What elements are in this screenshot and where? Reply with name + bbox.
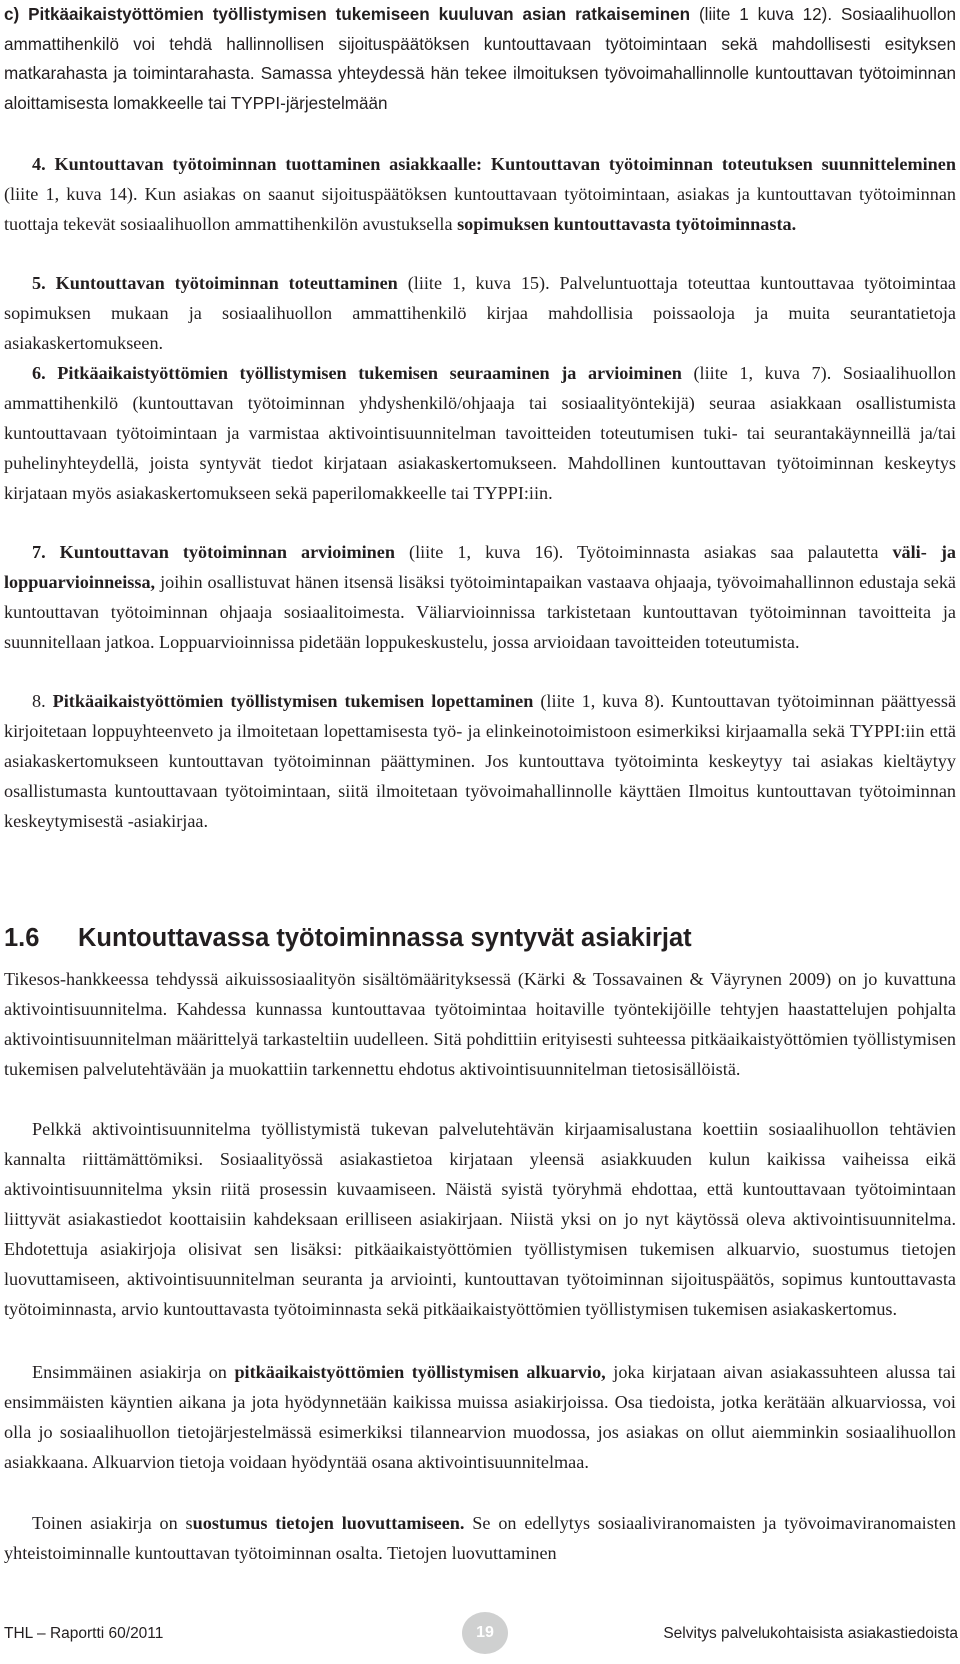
step-5-label: 5. Kuntouttavan työtoiminnan toteuttaminen (32, 273, 398, 293)
step-4-bold-end: sopimuksen kuntouttavasta työtoiminnasta. (457, 214, 797, 234)
step-5-paragraph (4, 268, 956, 358)
step-7-text-b: joihin osallistuvat hänen itsensä lisäksi työtoimintapaikan vastaava ohjaaja, työvoimahallinnon edustaja sekä kuntouttavan työtoiminnan ohjaaja sosiaalitoimesta. Väliarvioinnissa tarkistetaan kuntouttavan työtoiminnan tavoitteita ja suunnitellaan jatkoa. Loppuarvioinnissa pidetään loppukeskustelu, jossa arvioidaan tavoitteiden toteutumista. (4, 572, 956, 652)
page-number-badge: 19 (462, 1612, 508, 1654)
step-7-paragraph (4, 537, 956, 657)
step-c-text: (liite 1 kuva 12). Sosiaalihuollon ammattihenkilö voi tehdä hallinnollisen sijoituspäätöksen kuntouttavaan työtoimintaan sekä mahdollisesti esityksen matkarahasta ja toimintarahasta. Samassa yhteydessä hän tekee ilmoituksen työvoimahallinnolle kuntouttavan työtoiminnan aloittamisesta lomakkeelle tai TYPPI-järjestelmään (4, 5, 956, 113)
page-footer (0, 1612, 960, 1656)
body-paragraph-1: Tikesos-hankkeessa tehdyssä aikuissosiaalityön sisältömäärityksessä (Kärki & Tossavainen & Väyrynen 2009) on jo kuvattuna aktivointisuunnitelma. Kahdessa kunnassa kuntouttavaa työtoimintaa hoitaville työntekijöille tehtyjen haastattelujen pohjalta aktivointisuunnitelman määrittelyä tarkasteltiin uudelleen. Sitä pohdittiin erityisesti suhteessa pitkäaikaistyöttömien työllistymisen tukemisen palvelutehtävään ja muokattiin tarkennettu ehdotus aktivointisuunnitelman tietosisällöistä. (4, 969, 956, 1079)
step-7-bold-mid: väli- ja loppuarvioinneissa, (4, 542, 956, 592)
body-paragraph-4-end: Se on edellytys sosiaaliviranomaisten ja työvoimaviranomaisten yhteistoiminnalle kuntouttavan työtoiminnan osalta. Tietojen luovuttaminen (4, 1513, 956, 1563)
body-paragraph-4-start: Toinen asiakirja on s (32, 1513, 193, 1533)
body-paragraph-4-bold: uostumus tietojen luovuttamiseen. (192, 1513, 465, 1533)
body-paragraph-3-end: joka kirjataan aivan asiakassuhteen alussa tai ensimmäisten käyntien aikana ja jota hyödynnetään kaikissa muissa asiakirjoissa. Osa tiedoista, jotka kerätään alkuarviossa, voi olla jo sosiaalihuollon tietojärjestelmässä esimerkiksi tilannearvion muodossa, jos asiakas on ollut aiemminkin sosiaalihuollon asiakkaana. Alkuarvion tietoja voidaan hyödyntää osana aktivointisuunnitelmaa. (4, 1362, 956, 1472)
step-c-paragraph (4, 0, 956, 118)
body-paragraph-3 (4, 1357, 956, 1477)
footer-report-name: THL – Raportti 60/2011 (4, 1625, 164, 1642)
step-8-label: Pitkäaikaistyöttömien työllistymisen tukemisen lopettaminen (52, 691, 534, 711)
step-c-label: c) Pitkäaikaistyöttömien työllistymisen tukemiseen kuuluvan asian ratkaiseminen (4, 5, 691, 24)
step-4-paragraph (4, 149, 956, 239)
step-5-text: (liite 1, kuva 15). Palveluntuottaja toteuttaa kuntouttavaa työtoimintaa sopimuksen mukaan ja sosiaalihuollon ammattihenkilö kirjaa mahdollisia poissaoloja ja muita seurantatietoja asiakaskertomukseen. (4, 273, 956, 353)
body-paragraph-2: Pelkkä aktivointisuunnitelma työllistymistä tukevan palvelutehtävän kirjaamisalustana koettiin sosiaalihuollon tehtävien kannalta riittämättömiksi. Sosiaalityössä asiakastietoa kirjataan yleensä asiakkuuden kulun kaikissa vaiheissa eikä aktivointisuunnitelma yksin riitä prosessin kuvaamiseen. Näistä syistä työryhmä ehdottaa, että kuntouttavaan työtoimintaan liittyvät asiakastiedot koottaisiin kahdeksaan erilliseen asiakirjaan. Niistä yksi on jo nyt käytössä oleva aktivointisuunnitelma. Ehdotettuja asiakirjoja olisivat sen lisäksi: pitkäaikaistyöttömien työllistymisen tukemisen alkuarvio, suostumus tietojen luovuttamiseen, aktivointisuunnitelman seuranta ja arviointi, kuntouttavan työtoiminnan sijoituspäätös, sopimus kuntouttavasta työtoiminnasta, arvio kuntouttavasta työtoiminnasta sekä pitkäaikaistyöttömien työllistymisen tukemisen asiakaskertomus. (4, 1119, 956, 1319)
step-6-label: 6. Pitkäaikaistyöttömien työllistymisen tukemisen seuraaminen ja arvioiminen (32, 363, 682, 383)
section-heading (4, 922, 944, 954)
step-8-paragraph (4, 686, 956, 836)
section-title: Kuntouttavassa työtoiminnassa syntyvät asiakirjat (78, 924, 692, 952)
step-8-text: (liite 1, kuva 8). Kuntouttavan työtoiminnan päättyessä kirjoitetaan loppuyhteenveto ja ilmoitetaan lopettamisesta työ- ja elinkeinotoimistoon esimerkiksi kirjaamalla sekä TYPPI:iin että asiakaskertomukseen kuntouttavan työtoiminnan päättyminen. Jos kuntouttava työtoiminta keskeytyy tai asiakas kieltäytyy osallistumasta kuntouttavaan työtoimintaan, siitä ilmoitetaan työvoimahallinnolle käyttäen Ilmoitus kuntouttavan työtoiminnan keskeytymisestä -asiakirjaa. (4, 691, 957, 831)
step-6-text: (liite 1, kuva 7). Sosiaalihuollon ammattihenkilö (kuntouttavan työtoiminnan yhdyshenkilö/ohjaaja tai sosiaalityöntekijä) seuraa asiakkaan osallistumista kuntouttavaan työtoimintaan ja varmistaa aktivointisuunnitelman tavoitteiden toteutumisen tuki- tai seurantakäynneillä ja/tai puhelinyhteydellä, joista syntyvät tiedot kirjataan asiakaskertomukseen. Mahdollinen kuntouttavan työtoiminnan keskeytys kirjataan myös asiakaskertomukseen sekä paperilomakkeelle tai TYPPI:iin. (4, 363, 956, 503)
section-number: 1.6 (4, 924, 40, 952)
footer-document-title: Selvitys palvelukohtaisista asiakastiedoista (663, 1625, 958, 1642)
step-7-text-a: (liite 1, kuva 16). Työtoiminnasta asiakas saa palautetta (394, 542, 893, 562)
step-7-label: 7. Kuntouttavan työtoiminnan arvioiminen (32, 542, 395, 562)
body-paragraph-3-bold: pitkäaikaistyöttömien työllistymisen alkuarvio, (234, 1362, 606, 1382)
body-paragraph-3-start: Ensimmäinen asiakirja on (32, 1362, 235, 1382)
step-4-label: 4. Kuntouttavan työtoiminnan tuottaminen asiakkaalle: Kuntouttavan työtoiminnan toteutuksen suunnitteleminen (32, 154, 956, 174)
step-4-text: (liite 1, kuva 14). Kun asiakas on saanut sijoituspäätöksen kuntouttavaan työtoimintaan, asiakas ja kuntouttavan työtoiminnan tuottaja tekevät sosiaalihuollon ammattihenkilön avustuksella (4, 184, 956, 234)
body-paragraph-4 (4, 1508, 956, 1568)
step-6-paragraph (4, 358, 956, 508)
step-8-number: 8. (32, 691, 53, 711)
